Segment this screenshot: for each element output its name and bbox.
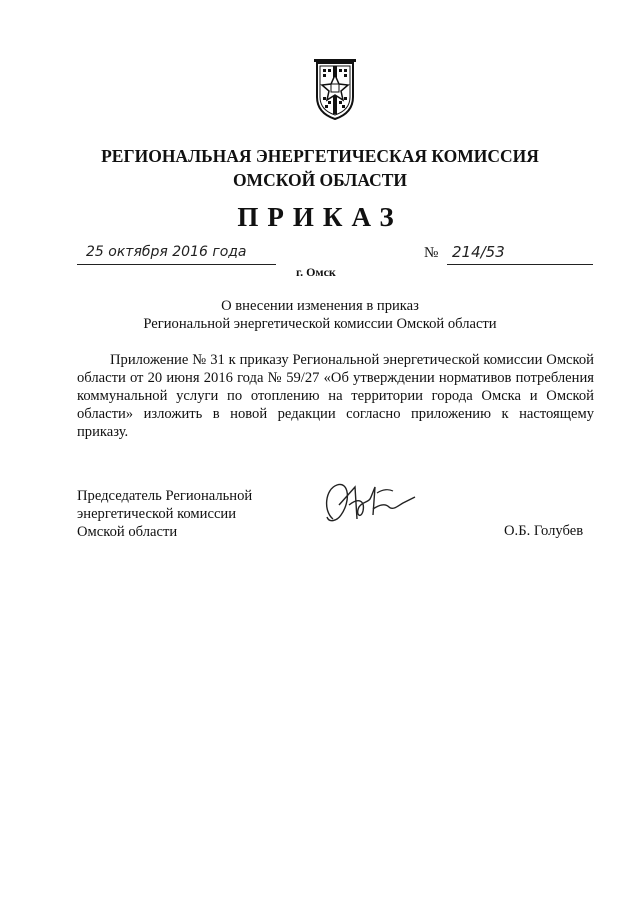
number-label: № [424, 245, 439, 261]
org-name-line1: РЕГИОНАЛЬНАЯ ЭНЕРГЕТИЧЕСКАЯ КОМИССИЯ [101, 146, 539, 166]
org-name-line2: ОМСКОЙ ОБЛАСТИ [232, 170, 408, 190]
handwritten-signature [319, 475, 417, 533]
signer-name: О.Б. Голубев [504, 523, 584, 539]
body-paragraph: Приложение № 31 к приказу Региональной энергетической комиссии Омской области от 20 июня 2016 года № 59/27 «Об утверждении нормативов потребления коммунальной услуги по отоплению на территории города Омска и Омской области» изложить в новой редакции согласно приложению к настоящему приказу. [77, 352, 594, 440]
signer-title-line3: Омской области [77, 524, 178, 540]
number-underline [447, 264, 593, 265]
signer-title-line1: Председатель Региональной [77, 488, 253, 504]
subject-line2: Региональной энергетической комиссии Омской области [143, 316, 497, 332]
signer-title-line2: энергетической комиссии [77, 506, 237, 522]
city-label: г. Омск [296, 265, 336, 279]
date-underline [77, 264, 276, 265]
omsk-coat-of-arms-icon [311, 57, 359, 121]
subject-line1: О внесении изменения в приказ [221, 298, 419, 314]
handwritten-date: 25 октября 2016 года [86, 244, 247, 260]
document-type-heading: ПРИКАЗ [237, 202, 403, 232]
signer-title [77, 487, 252, 541]
handwritten-number: 214/53 [452, 243, 505, 261]
